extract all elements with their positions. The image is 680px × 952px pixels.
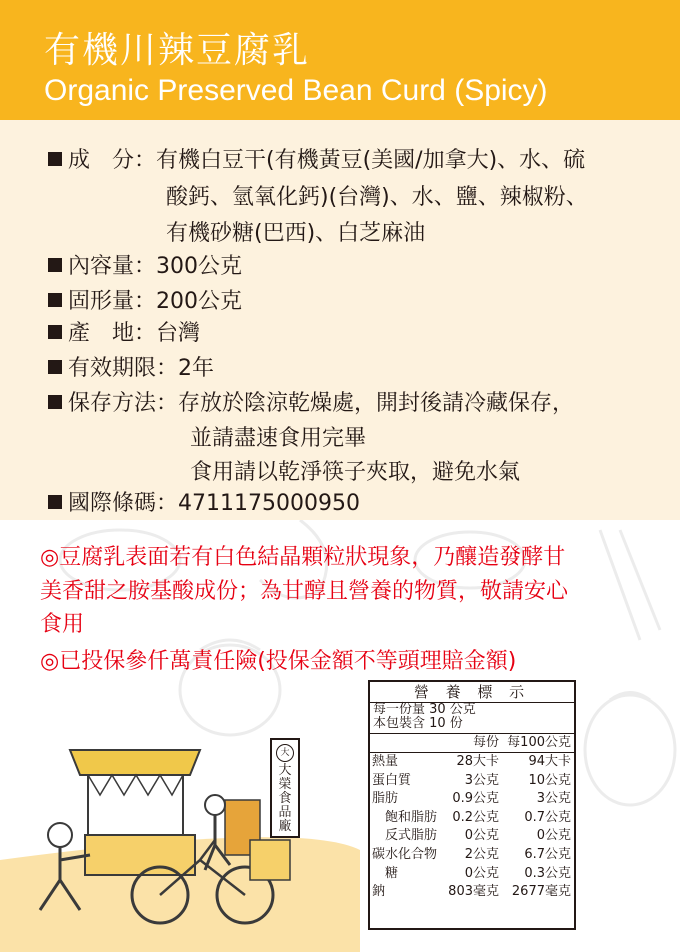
nutrient-name: 糖 xyxy=(372,865,399,881)
bullet-square-icon xyxy=(48,152,62,166)
seal-char: 大 xyxy=(278,763,292,778)
bullet-square-icon xyxy=(48,360,62,374)
food-cart-scene xyxy=(0,750,360,952)
per-100g-value: 6.7公克 xyxy=(524,846,571,862)
solid-value: 200公克 xyxy=(156,289,243,314)
per-serving-value: 0公克 xyxy=(464,828,499,844)
origin-label: 產 地： xyxy=(68,321,157,346)
per-serving-value: 2公克 xyxy=(464,846,499,862)
servings-per-package: 本包裝含 10 份 xyxy=(373,716,463,731)
ingredients-line-1: 有機白豆干(有機黃豆(美國/加拿大)、水、硫 xyxy=(156,148,586,173)
shelf-life-label: 有效期限： xyxy=(68,356,179,381)
nutrient-name: 碳水化合物 xyxy=(372,846,438,862)
nutrition-row xyxy=(370,772,574,791)
per-100g-value: 0.7公克 xyxy=(524,809,571,825)
seal-char: 廠 xyxy=(278,819,292,834)
note-line-2: 美香甜之胺基酸成份；為甘醇且營養的物質，敬請安心 xyxy=(40,579,569,604)
per-serving-value: 0.9公克 xyxy=(452,791,499,807)
per-serving-value: 28大卡 xyxy=(456,754,499,769)
bullet-square-icon xyxy=(48,258,62,272)
per-100g-value: 3公克 xyxy=(536,791,571,807)
ingredients-row xyxy=(48,143,585,174)
bullet-square-icon xyxy=(48,325,62,339)
per-serving-value: 3公克 xyxy=(464,772,499,788)
serving-info xyxy=(370,703,574,734)
origin-value: 台灣 xyxy=(156,321,201,346)
nutrition-facts-table xyxy=(368,680,576,930)
solid-row xyxy=(48,284,242,315)
content-label: 內容量： xyxy=(68,254,157,279)
barcode-label: 國際條碼： xyxy=(68,491,179,516)
origin-row xyxy=(48,316,200,347)
nutrition-row xyxy=(370,865,574,884)
nutrient-name: 蛋白質 xyxy=(372,772,412,788)
seal-mark-icon: 大 xyxy=(276,744,294,762)
storage-line-3: 食用請以乾淨筷子夾取，避免水氣 xyxy=(190,460,521,485)
manufacturer-seal xyxy=(270,738,300,838)
header-banner xyxy=(0,0,680,120)
product-title-zh: 有機川辣豆腐乳 xyxy=(44,30,311,71)
note-line-3: 食用 xyxy=(40,612,85,637)
per-serving-value: 803毫克 xyxy=(448,884,499,900)
bullet-square-icon xyxy=(48,495,62,509)
nutrition-row xyxy=(370,846,574,865)
nutrition-title: 營 養 標 示 xyxy=(370,682,574,703)
nutrient-name: 鈉 xyxy=(372,884,386,900)
product-title-en: Organic Preserved Bean Curd (Spicy) xyxy=(44,74,548,107)
nutrition-row xyxy=(370,883,574,902)
seal-char: 榮 xyxy=(278,777,292,792)
bullet-square-icon xyxy=(48,293,62,307)
seal-char: 食 xyxy=(278,791,292,806)
nutrition-row xyxy=(370,827,574,846)
nutrition-header-row xyxy=(370,734,574,753)
storage-line-1: 存放於陰涼乾燥處，開封後請冷藏保存， xyxy=(178,391,575,416)
per-100g-value: 2677毫克 xyxy=(511,884,571,900)
nutrient-name: 飽和脂肪 xyxy=(372,809,438,825)
note-line-4: ◎已投保參仟萬責任險(投保金額不等頭理賠金額) xyxy=(40,649,517,674)
seal-char: 品 xyxy=(278,805,292,820)
storage-line-2: 並請盡速食用完畢 xyxy=(190,426,367,451)
bullet-square-icon xyxy=(48,395,62,409)
storage-row xyxy=(48,386,574,417)
ingredients-label: 成 分： xyxy=(68,148,157,173)
nutrition-row xyxy=(370,790,574,809)
barcode-value: 4711175000950 xyxy=(178,491,360,516)
per-serving-value: 0公克 xyxy=(464,865,499,881)
nutrient-name: 熱量 xyxy=(372,754,399,769)
ingredients-line-3: 有機砂糖(巴西)、白芝麻油 xyxy=(166,221,426,246)
note-line-1: ◎豆腐乳表面若有白色結晶顆粒狀現象，乃釀造發酵甘 xyxy=(40,545,566,570)
serving-size: 每一份量 30 公克 xyxy=(373,702,476,717)
ingredients-line-2: 酸鈣、氫氧化鈣)(台灣)、水、鹽、辣椒粉、 xyxy=(166,185,588,210)
barcode-row xyxy=(48,486,360,517)
content-row xyxy=(48,249,242,280)
per-100g-value: 10公克 xyxy=(528,772,571,788)
col-per-serving-header: 每份 xyxy=(472,735,499,750)
shelf-life-row xyxy=(48,351,214,382)
shelf-life-value: 2年 xyxy=(178,356,215,381)
solid-label: 固形量： xyxy=(68,289,157,314)
storage-label: 保存方法： xyxy=(68,391,179,416)
nutrition-row xyxy=(370,809,574,828)
nutrient-name: 脂肪 xyxy=(372,791,399,807)
col-per-100g-header: 每100公克 xyxy=(507,735,571,750)
nutrition-row xyxy=(370,753,574,772)
nutrient-name: 反式脂肪 xyxy=(372,828,438,844)
per-serving-value: 0.2公克 xyxy=(452,809,499,825)
per-100g-value: 0公克 xyxy=(536,828,571,844)
content-value: 300公克 xyxy=(156,254,243,279)
per-100g-value: 0.3公克 xyxy=(524,865,571,881)
per-100g-value: 94大卡 xyxy=(528,754,571,769)
